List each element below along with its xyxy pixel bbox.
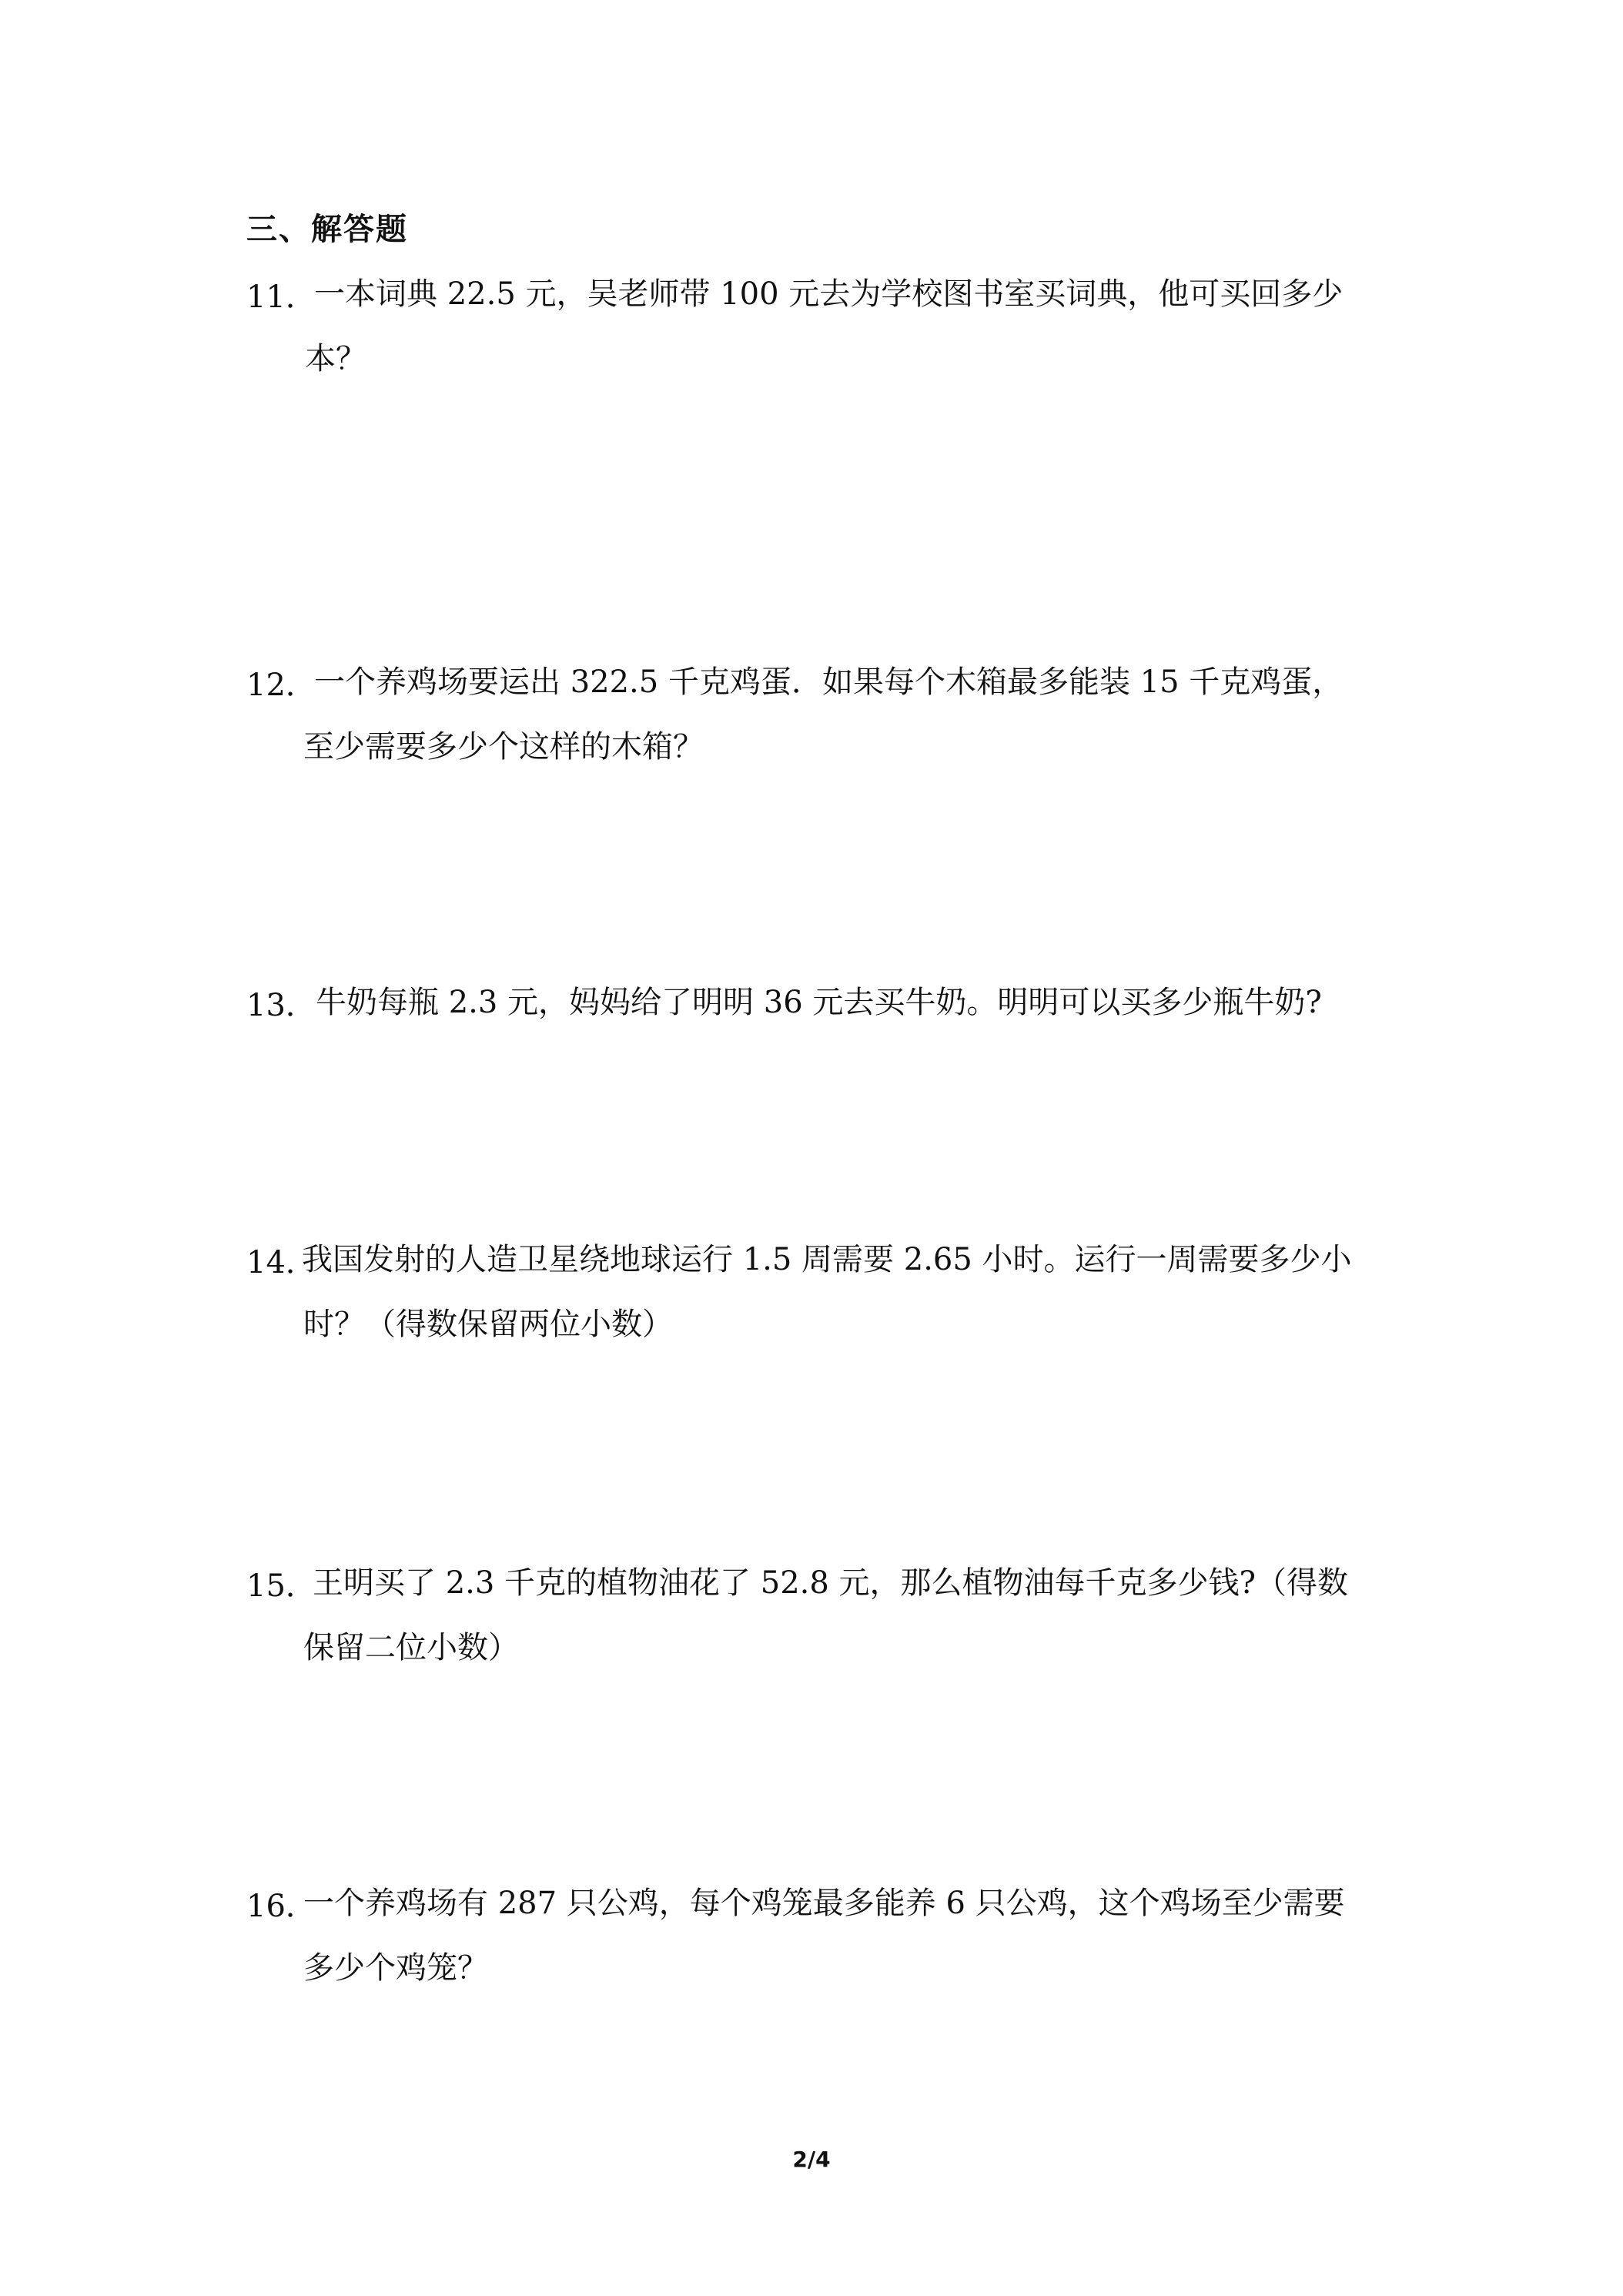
section-title: 三、解答题	[246, 212, 408, 247]
question-text-line: 多少个鸡笼？	[303, 1950, 488, 1986]
question-text-line: 至少需要多少个这样的木箱？	[303, 729, 704, 765]
question-number: 15．	[246, 1568, 316, 1604]
question-number: 14．	[246, 1245, 316, 1280]
question-text-line: 保留二位小数）	[303, 1630, 519, 1665]
question-number: 16．	[246, 1889, 316, 1924]
question-text-line: 一个养鸡场有 287 只公鸡，每个鸡笼最多能养 6 只公鸡，这个鸡场至少需要	[303, 1886, 1345, 1921]
question-text-line: 一个养鸡场要运出 322.5 千克鸡蛋．如果每个木箱最多能装 15 千克鸡蛋，	[314, 664, 1344, 700]
question-text-line: 一本词典 22.5 元，吴老师带 100 元去为学校图书室买词典，他可买回多少	[314, 276, 1344, 312]
question-text-line: 我国发射的人造卫星绕地球运行 1.5 周需要 2.65 小时。运行一周需要多少小	[302, 1242, 1352, 1277]
question-text-line: 牛奶每瓶 2.3 元，妈妈给了明明 36 元去买牛奶。明明可以买多少瓶牛奶?	[316, 985, 1322, 1020]
question-number: 13．	[246, 988, 316, 1023]
question-text-line: 本？	[305, 341, 366, 377]
question-number: 12．	[246, 668, 316, 703]
page-number: 2/4	[792, 2147, 831, 2172]
question-text-line: 王明买了 2.3 千克的植物油花了 52.8 元，那么植物油每千克多少钱?（得数	[313, 1565, 1348, 1601]
question-text-line: 时？（得数保留两位小数）	[303, 1307, 673, 1342]
question-number: 11．	[246, 279, 316, 315]
